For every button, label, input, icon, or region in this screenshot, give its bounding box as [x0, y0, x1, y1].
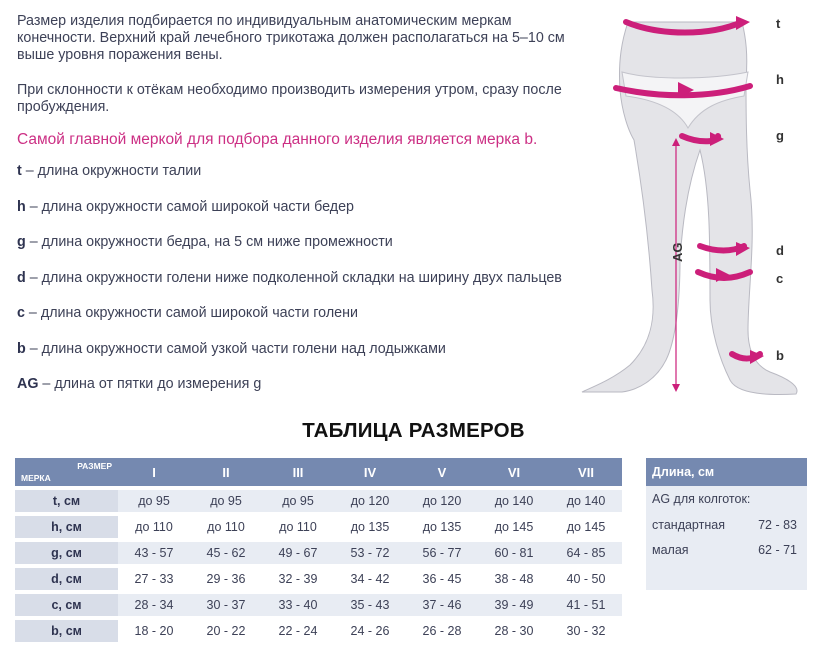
table-cell: 26 - 28 [406, 620, 478, 642]
definition-text: – длина окружности бедра, на 5 см ниже промежности [25, 234, 393, 250]
size-column-header: VI [478, 458, 550, 486]
table-cell: 18 - 20 [118, 620, 190, 642]
table-cell: 45 - 62 [190, 542, 262, 564]
length-value: 72 - 83 [758, 518, 797, 532]
table-cell: 28 - 30 [478, 620, 550, 642]
definition-t [17, 163, 201, 179]
table-cell: 43 - 57 [118, 542, 190, 564]
table-row [15, 490, 622, 512]
row-label: t, см [15, 490, 118, 512]
size-column-header: III [262, 458, 334, 486]
table-cell: 28 - 34 [118, 594, 190, 616]
table-cell: 36 - 45 [406, 568, 478, 590]
label-b: b [776, 348, 784, 363]
label-c: c [776, 271, 784, 286]
table-cell: 29 - 36 [190, 568, 262, 590]
key-measure-note: Самой главной меркой для подбора данного изделия является мерка b. [17, 131, 538, 148]
definition-text: – длина окружности самой узкой части голени над лодыжками [25, 341, 446, 357]
size-column-header: I [118, 458, 190, 486]
table-row [15, 620, 622, 642]
size-table-title: ТАБЛИЦА РАЗМЕРОВ [302, 419, 525, 442]
definition-text: – длина окружности самой широкой части голени [24, 305, 358, 321]
length-name: стандартная [652, 518, 725, 532]
table-cell: до 140 [478, 490, 550, 512]
table-cell: 24 - 26 [334, 620, 406, 642]
table-cell: 53 - 72 [334, 542, 406, 564]
definition-text: – длина от пятки до измерения g [38, 376, 262, 392]
leg-measurement-figure [560, 0, 827, 410]
definition-text: – длина окружности талии [21, 163, 202, 179]
table-cell: 34 - 42 [334, 568, 406, 590]
table-cell: до 110 [262, 516, 334, 538]
label-d: d [776, 243, 784, 258]
length-name: малая [652, 543, 689, 557]
table-cell: до 120 [406, 490, 478, 512]
length-box-body [646, 486, 807, 590]
definition-b [17, 341, 446, 357]
table-cell: до 95 [118, 490, 190, 512]
table-cell: до 95 [262, 490, 334, 512]
definition-key: h [17, 199, 26, 215]
intro-paragraph-2: При склонности к отёкам необходимо производить измерения утром, сразу после пробуждения. [17, 82, 562, 115]
ag-arrow-bottom [672, 384, 680, 392]
ag-label: AG [670, 242, 685, 262]
table-cell: до 95 [190, 490, 262, 512]
row-label: d, см [15, 568, 118, 590]
row-label: b, см [15, 620, 118, 642]
table-corner-cell [15, 458, 118, 486]
size-column-header: II [190, 458, 262, 486]
table-cell: до 120 [334, 490, 406, 512]
length-box [646, 458, 807, 590]
definition-g [17, 234, 393, 250]
definition-key: b [17, 341, 26, 357]
row-label: g, см [15, 542, 118, 564]
table-row [15, 594, 622, 616]
table-cell: до 110 [190, 516, 262, 538]
label-t: t [776, 16, 781, 31]
definition-c [17, 305, 358, 321]
table-cell: 27 - 33 [118, 568, 190, 590]
table-cell: до 135 [334, 516, 406, 538]
definition-ag [17, 376, 261, 392]
row-label: h, см [15, 516, 118, 538]
table-cell: 64 - 85 [550, 542, 622, 564]
length-box-title: Длина, см [646, 458, 807, 486]
table-cell: 20 - 22 [190, 620, 262, 642]
table-cell: 30 - 37 [190, 594, 262, 616]
table-cell: 30 - 32 [550, 620, 622, 642]
intro-paragraph-1: Размер изделия подбирается по индивидуальным анатомическим меркам конечности. Верхний край лечебного трикотажа должен располагаться на 5–10 см выше уровня поражения вены. [17, 13, 565, 63]
table-cell: до 145 [478, 516, 550, 538]
size-column-header: IV [334, 458, 406, 486]
table-cell: 40 - 50 [550, 568, 622, 590]
length-value: 62 - 71 [758, 543, 797, 557]
corner-size-label: РАЗМЕР [77, 461, 112, 471]
definition-text: – длина окружности голени ниже подколенной складки на ширину двух пальцев [25, 270, 562, 286]
size-column-header: VII [550, 458, 622, 486]
table-cell: 49 - 67 [262, 542, 334, 564]
table-cell: до 140 [550, 490, 622, 512]
table-cell: 33 - 40 [262, 594, 334, 616]
table-row [15, 568, 622, 590]
definition-key: AG [17, 376, 39, 392]
table-cell: 32 - 39 [262, 568, 334, 590]
table-cell: 41 - 51 [550, 594, 622, 616]
table-cell: 39 - 49 [478, 594, 550, 616]
table-row [15, 542, 622, 564]
row-label: c, см [15, 594, 118, 616]
table-cell: до 145 [550, 516, 622, 538]
definition-d [17, 270, 562, 286]
label-g: g [776, 128, 784, 143]
table-cell: до 135 [406, 516, 478, 538]
definition-key: c [17, 305, 25, 321]
table-cell: 35 - 43 [334, 594, 406, 616]
table-cell: 56 - 77 [406, 542, 478, 564]
definition-text: – длина окружности самой широкой части бедер [25, 199, 354, 215]
size-table [15, 454, 622, 646]
table-cell: 60 - 81 [478, 542, 550, 564]
definition-key: t [17, 163, 22, 179]
label-h: h [776, 72, 784, 87]
table-cell: 37 - 46 [406, 594, 478, 616]
definition-key: g [17, 234, 26, 250]
table-row [15, 516, 622, 538]
length-box-subtitle: AG для колготок: [652, 492, 751, 506]
size-table-header [15, 458, 622, 486]
size-column-header: V [406, 458, 478, 486]
definition-key: d [17, 270, 26, 286]
table-cell: 22 - 24 [262, 620, 334, 642]
table-cell: до 110 [118, 516, 190, 538]
corner-measure-label: МЕРКА [21, 473, 51, 483]
definition-h [17, 199, 354, 215]
table-cell: 38 - 48 [478, 568, 550, 590]
